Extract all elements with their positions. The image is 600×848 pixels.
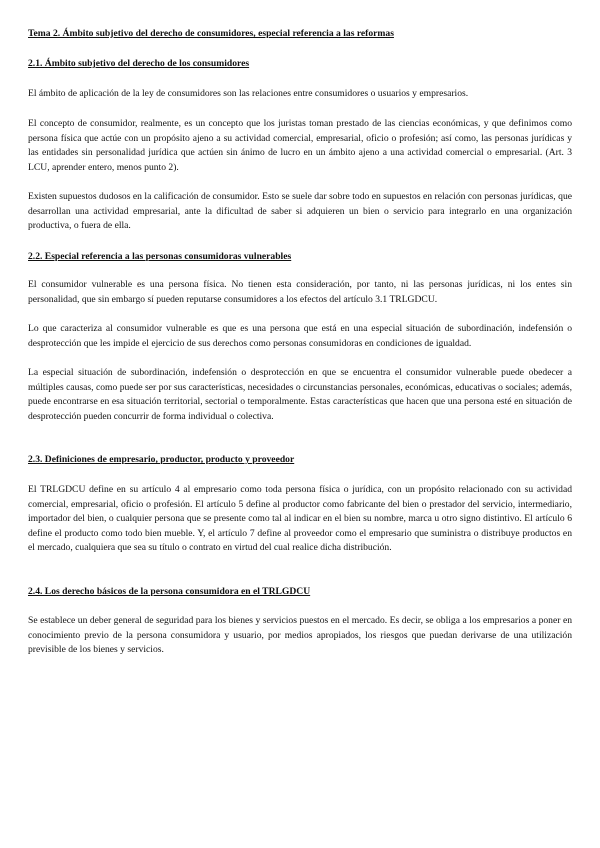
paragraph: El ámbito de aplicación de la ley de consumidores son las relaciones entre consumidores o usuarios y empresarios. [28, 88, 469, 99]
paragraph: Existen supuestos dudosos en la calificación de consumidor. Esto se suele dar sobre todo en supuestos en relación con personas jurídicas, que desarrollan una actividad empresarial, ante la dificultad de saber si adquieren un bien o servicio para integrarlo en una organización productiva, o fuera de ella. [28, 191, 572, 231]
section-heading-2-4: 2.4. Los derecho básicos de la persona consumidora en el TRLGDCU [28, 586, 311, 597]
document-title: Tema 2. Ámbito subjetivo del derecho de consumidores, especial referencia a las reformas [28, 28, 394, 39]
paragraph: La especial situación de subordinación, indefensión o desprotección en que se encuentra el consumidor vulnerable puede obedecer a múltiples causas, como puede ser por sus características, necesidades o circunstancias personales, económicas, educativas o sociales; además, puede encontrarse en esa situación territorial, sectorial o temporalmente. Estas características que hacen que una persona esté en situación de desprotección pueden concurrir de forma individual o colectiva. [28, 367, 572, 422]
section-heading-2-1: 2.1. Ámbito subjetivo del derecho de los consumidores [28, 58, 250, 69]
paragraph: Se establece un deber general de seguridad para los bienes y servicios puestos en el mercado. Es decir, se obliga a los empresarios a poner en conocimiento previo de la persona consumidora y usuario, por medios apropiados, los riesgos que puedan derivarse de una utilización previsible de los bienes y servicios. [28, 615, 572, 655]
section-heading-2-2: 2.2. Especial referencia a las personas consumidoras vulnerables [28, 251, 292, 262]
paragraph: El consumidor vulnerable es una persona física. No tienen esta consideración, por tanto, ni las personas jurídicas, ni los entes sin personalidad, que sin embargo sí pueden reputarse consumidores a los efectos del artículo 3.1 TRLGDCU. [28, 279, 572, 305]
paragraph: Lo que caracteriza al consumidor vulnerable es que es una persona que está en una especial situación de subordinación, indefensión o desprotección que les impide el ejercicio de sus derechos como personas consumidoras en condiciones de igualdad. [28, 323, 572, 349]
paragraph: El concepto de consumidor, realmente, es un concepto que los juristas toman prestado de las ciencias económicas, y que definimos como persona física que actúe con un propósito ajeno a su actividad comercial, empresarial, oficio o profesión; así como, las personas jurídicas y las entidades sin personalidad jurídica que actúen sin ánimo de lucro en un ámbito ajeno a una actividad comercial o empresarial. (Art. 3 LCU, aprender entero, menos punto 2). [28, 118, 572, 173]
section-heading-2-3: 2.3. Definiciones de empresario, productor, producto y proveedor [28, 454, 295, 465]
paragraph: El TRLGDCU define en su artículo 4 al empresario como toda persona física o jurídica, con un propósito relacionado con su actividad comercial, empresarial, oficio o profesión. El artículo 5 define al productor como fabricante del bien o prestador del servicio, intermediario, importador del bien, o cualquier persona que se presente como tal al indicar en el bien su nombre, marca u otro signo distintivo. El artículo 6 define el producto como todo bien mueble. Y, el artículo 7 define al proveedor como el empresario que suministra o distribuye productos en el mercado, cualquiera que sea su título o contrato en virtud del cual realice dicha distribución. [28, 484, 572, 553]
